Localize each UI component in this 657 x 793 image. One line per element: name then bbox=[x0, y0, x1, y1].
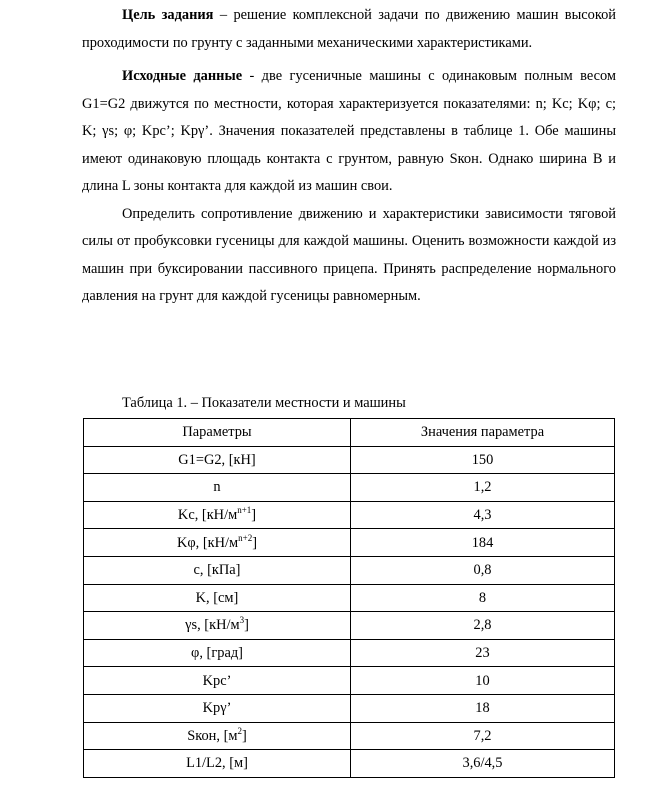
goal-paragraph bbox=[82, 0, 616, 57]
header-values: Значения параметра bbox=[351, 419, 615, 447]
param-cell bbox=[84, 584, 351, 612]
param-name: c, [кПа] bbox=[193, 562, 241, 579]
parameters-table bbox=[83, 418, 615, 778]
table-row bbox=[84, 612, 615, 640]
param-name: Sкон, [м bbox=[187, 727, 238, 744]
value-cell: 1,2 bbox=[351, 474, 615, 502]
param-unit-close: ] bbox=[251, 507, 257, 524]
param-unit-close: ] bbox=[241, 727, 247, 744]
value-cell: 2,8 bbox=[351, 612, 615, 640]
value-cell: 10 bbox=[351, 667, 615, 695]
value-cell: 184 bbox=[351, 529, 615, 557]
table-row bbox=[84, 639, 615, 667]
table-row bbox=[84, 501, 615, 529]
table-header-row bbox=[84, 419, 615, 447]
table-row bbox=[84, 529, 615, 557]
param-cell bbox=[84, 722, 351, 750]
value-cell: 18 bbox=[351, 694, 615, 722]
table-row bbox=[84, 584, 615, 612]
goal-text: – решение комплексной задачи по движению машин высокой проходимости по грунту с заданными механическими характеристиками. bbox=[82, 7, 617, 51]
table-row bbox=[84, 667, 615, 695]
param-name: Kφ, [кН/м bbox=[176, 534, 239, 551]
value-cell: 150 bbox=[351, 446, 615, 474]
param-cell bbox=[84, 474, 351, 502]
param-cell bbox=[84, 529, 351, 557]
param-cell bbox=[84, 556, 351, 584]
value-cell: 23 bbox=[351, 639, 615, 667]
header-parameters: Параметры bbox=[84, 419, 351, 447]
param-cell bbox=[84, 639, 351, 667]
param-name: G1=G2, [кН] bbox=[178, 451, 256, 468]
table-row bbox=[84, 722, 615, 750]
value-cell: 0,8 bbox=[351, 556, 615, 584]
value-cell: 7,2 bbox=[351, 722, 615, 750]
param-name: Kc, [кН/м bbox=[177, 507, 238, 524]
param-cell bbox=[84, 501, 351, 529]
param-cell bbox=[84, 446, 351, 474]
param-cell bbox=[84, 612, 351, 640]
param-exponent: n+1 bbox=[237, 505, 252, 516]
table-row bbox=[84, 694, 615, 722]
table-row bbox=[84, 446, 615, 474]
param-name: γs, [кН/м bbox=[185, 617, 240, 634]
table-row bbox=[84, 750, 615, 778]
param-exponent: 3 bbox=[239, 615, 245, 626]
param-exponent: n+2 bbox=[238, 532, 253, 543]
goal-lead: Цель задания bbox=[122, 7, 214, 23]
value-cell: 3,6/4,5 bbox=[351, 750, 615, 778]
input-data-paragraph bbox=[82, 63, 616, 201]
param-name: φ, [град] bbox=[191, 645, 243, 662]
param-unit-close: ] bbox=[244, 617, 249, 634]
input-data-lead: Исходные данные bbox=[122, 68, 243, 84]
table-row bbox=[84, 474, 615, 502]
value-cell: 8 bbox=[351, 584, 615, 612]
input-data-text: - две гусеничные машины с одинаковым полным весом G1=G2 движутся по местности, которая характеризуется показателями: n; Kc; Kφ; c; K; γs; φ; Kpc’; Kpγ’. Значения показателей представлены в таблице 1. Обе машины имеют одинаковую площадь контакта с грунтом, равную Sкон. Однако ширина B и длина L зоны контакта для каждой из машин свои. bbox=[82, 68, 616, 194]
param-unit-close: ] bbox=[252, 534, 258, 551]
task-paragraph bbox=[82, 201, 616, 311]
document-body bbox=[82, 0, 616, 311]
param-name: n bbox=[213, 479, 221, 496]
task-text: Определить сопротивление движению и характеристики зависимости тяговой силы от пробуксовки гусеницы для каждой машины. Оценить возможности каждой из машин при буксировании пассивного прицепа. Принять распределение нормального давления на грунт для каждой гусеницы равномерным. bbox=[82, 205, 616, 304]
param-name: L1/L2, [м] bbox=[186, 755, 248, 772]
param-exponent: 2 bbox=[237, 725, 242, 736]
param-name: Kpγ’ bbox=[202, 700, 232, 717]
param-cell bbox=[84, 667, 351, 695]
value-cell: 4,3 bbox=[351, 501, 615, 529]
param-name: Kpc’ bbox=[202, 672, 232, 689]
param-name: K, [см] bbox=[195, 589, 239, 606]
table-row bbox=[84, 556, 615, 584]
param-cell bbox=[84, 750, 351, 778]
param-cell bbox=[84, 694, 351, 722]
table-caption: Таблица 1. – Показатели местности и машины bbox=[122, 395, 406, 411]
